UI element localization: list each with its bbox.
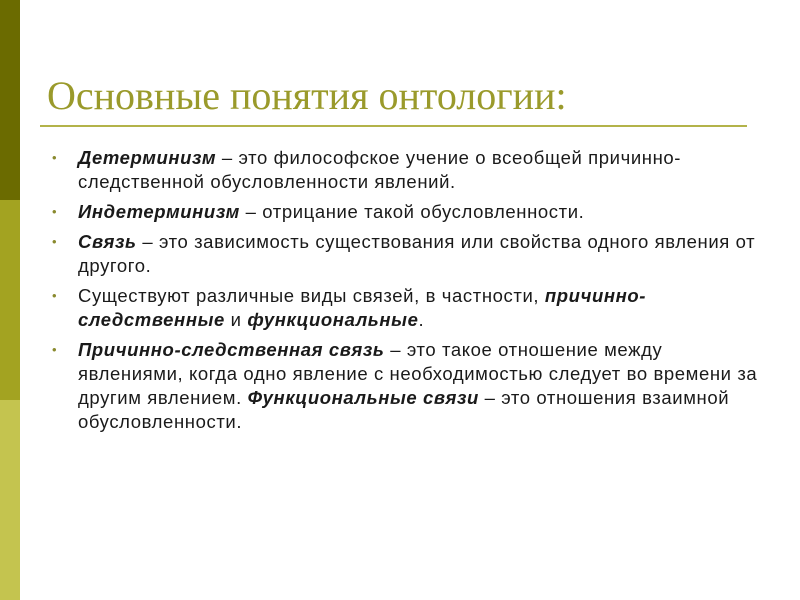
connection-types-intro: Существуют различные виды связей, в частности, [78,285,545,306]
definition-connection: – это зависимость существования или свойства одного явления от другого. [78,231,756,276]
term-indeterminism: Индетерминизм [78,201,240,222]
definition-causal-connection: – это такое отношение между явлениями, когда одно явление с необходимостью следует во времени за другим явлением. [78,339,758,408]
bullet-icon: • [52,288,58,303]
connection-types-end: . [418,309,425,330]
bullet-icon: • [52,234,58,249]
bullet-list [52,146,762,440]
bullet-icon: • [52,150,58,165]
list-item-connection-types [52,284,762,332]
definition-functional-connections: – это отношения взаимной обусловленности. [78,387,730,432]
term-connection: Связь [78,231,137,252]
bullet-icon: • [52,342,58,357]
term-functional: функциональные [247,309,419,330]
list-item-causal-connection [52,338,762,434]
connection-types-and: и [224,309,248,330]
slide-title: Основные понятия онтологии: [47,73,567,118]
left-stripe-top [0,0,20,200]
term-causal: причинно-следственные [78,285,647,330]
term-functional-connections: Функциональные связи [247,387,479,408]
left-stripe-bottom [0,400,20,600]
list-item-connection [52,230,762,278]
list-item-indeterminism [52,200,762,224]
definition-determinism: – это философское учение о всеобщей причинно-следственной обусловленности явлений. [78,147,682,192]
term-causal-connection: Причинно-следственная связь [78,339,385,360]
list-item-determinism [52,146,762,194]
title-underline [40,125,747,127]
bullet-icon: • [52,204,58,219]
left-stripe-middle [0,200,20,400]
definition-indeterminism: – отрицание такой обусловленности. [239,201,585,222]
term-determinism: Детерминизм [78,147,217,168]
